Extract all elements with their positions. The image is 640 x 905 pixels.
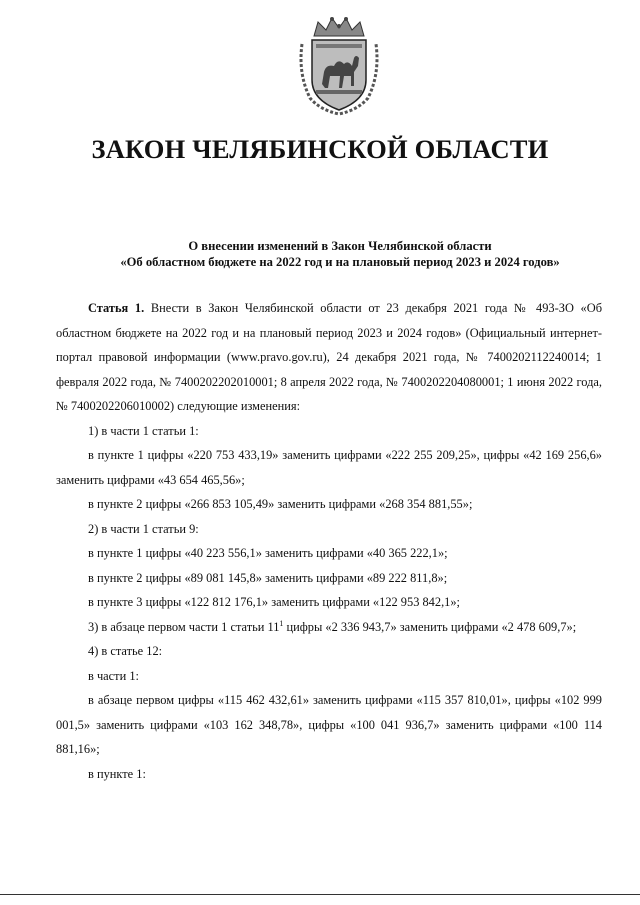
item-4-a: в абзаце первом цифры «115 462 432,61» заменить цифрами «115 357 810,01», цифры «102 999 001,5» заменить цифрами «103 162 348,78», цифры «100 041 936,7» заменить цифрами «100 114 881,16»; xyxy=(56,693,602,756)
item-2: 2) в части 1 статьи 9: xyxy=(88,521,199,536)
subtitle-line-1: О внесении изменений в Закон Челябинской области xyxy=(188,239,492,253)
article-label: Статья 1. xyxy=(88,301,145,315)
law-title: ЗАКОН ЧЕЛЯБИНСКОЙ ОБЛАСТИ xyxy=(91,134,549,164)
item-3-text: 3) в абзаце первом части 1 статьи 11 xyxy=(88,619,280,634)
item-3 xyxy=(56,615,602,640)
item-4-b: в пункте 1: xyxy=(88,766,146,781)
item-1: 1) в части 1 статьи 1: xyxy=(88,423,199,438)
page-bottom-divider xyxy=(0,894,640,895)
item-2-c: в пункте 3 цифры «122 812 176,1» заменить цифрами «122 953 842,1»; xyxy=(88,595,461,609)
item-3-text-end: цифры «2 336 943,7» заменить цифрами «2 478 609,7»; xyxy=(283,619,577,634)
item-2-b: в пункте 2 цифры «89 081 145,8» заменить цифрами «89 222 811,8»; xyxy=(88,570,448,585)
item-4: 4) в статье 12: xyxy=(88,644,163,658)
item-4-part: в части 1: xyxy=(88,668,139,683)
law-body xyxy=(56,296,602,786)
item-1-b: в пункте 2 цифры «266 853 105,49» заменить цифрами «268 354 881,55»; xyxy=(88,497,473,511)
item-1-a: в пункте 1 цифры «220 753 433,19» заменить цифрами «222 255 209,25», цифры «42 169 256,6» заменить цифрами «43 654 465,56»; xyxy=(56,448,602,487)
coat-of-arms-icon xyxy=(296,14,382,118)
law-subtitle xyxy=(60,238,620,270)
article-intro: Внести в Закон Челябинской области от 23 декабря 2021 года № 493-ЗО «Об областном бюджете на 2022 год и на плановый период 2023 и 2024 годов» (Официальный интернет-портал правовой информации (www.pravo.gov.ru), 24 декабря 2021 года, № 7400202112240014; 1 февраля 2022 года, № 7400202202010001; 8 апреля 2022 года, № 7400202204080001; 1 июня 2022 года, № 7400202206010002) следующие изменения: xyxy=(56,301,602,413)
subtitle-line-2: «Об областном бюджете на 2022 год и на плановый период 2023 и 2024 годов» xyxy=(120,255,560,269)
item-3-superscript: 1 xyxy=(279,618,284,628)
item-2-a: в пункте 1 цифры «40 223 556,1» заменить цифрами «40 365 222,1»; xyxy=(88,546,448,560)
article-1-paragraph xyxy=(56,296,602,419)
